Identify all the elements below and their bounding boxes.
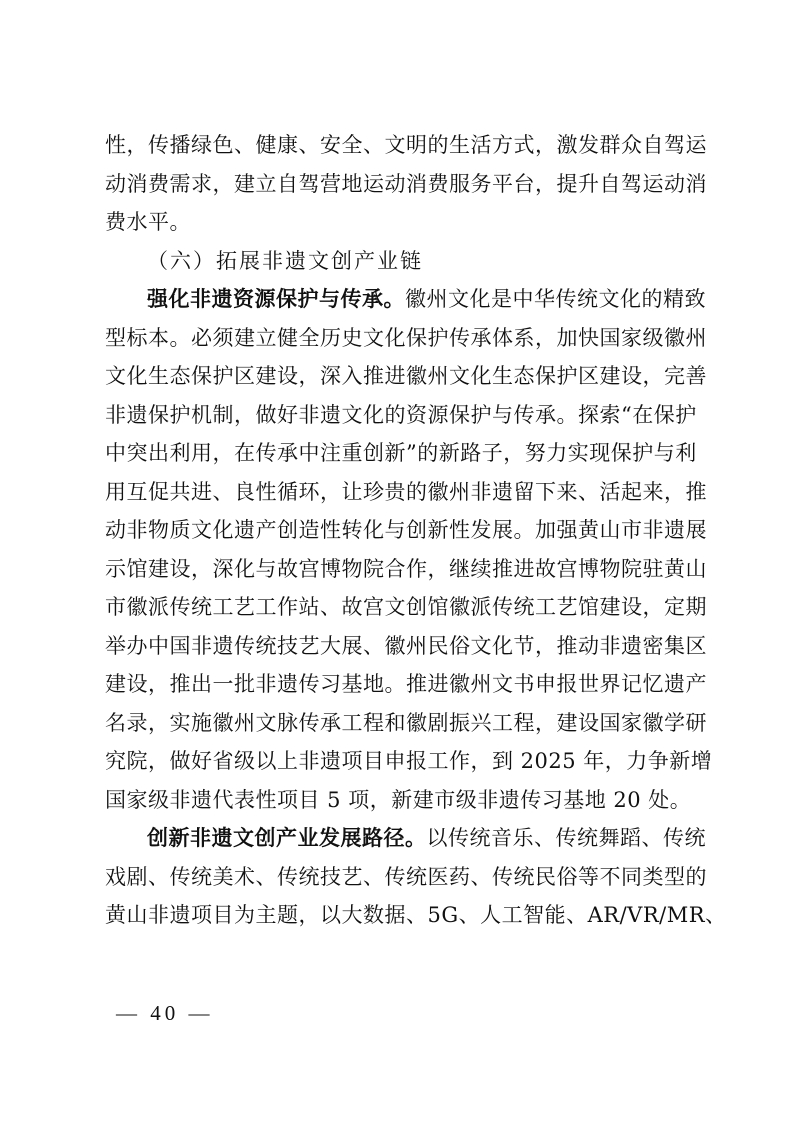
paragraph1-first-line-rest: 徽州文化是中华传统文化的精致 — [405, 287, 706, 311]
paragraph2-line: 黄山非遗项目为主题，以大数据、5G、人工智能、AR/VR/MR、 — [105, 903, 727, 927]
paragraph1-line: 非遗保护机制，做好非遗文化的资源保护与传承。探索“在保护 — [105, 402, 697, 427]
paragraph1-line: 建设，推出一批非遗传习基地。推进徽州文书申报世界记忆遗产 — [105, 672, 707, 696]
paragraph1-line: 国家级非遗代表性项目 5 项，新建市级非遗传习基地 20 处。 — [105, 787, 692, 812]
section-heading: （六）拓展非遗文创产业链 — [147, 248, 423, 273]
paragraph2-first-line — [105, 819, 706, 858]
paragraph1-line: 名录，实施徽州文脉传承工程和徽剧振兴工程，建设国家徽学研 — [105, 710, 707, 735]
paragraph1-line: 动非物质文化遗产创造性转化与创新性发展。加强黄山市非遗展 — [105, 518, 707, 542]
body-text — [105, 126, 727, 935]
paragraph1-first-line — [105, 280, 706, 319]
paragraph1-line: 中突出利用，在传承中注重创新”的新路子，努力实现保护与利 — [105, 441, 697, 465]
continuation-line: 费水平。 — [105, 210, 191, 234]
paragraph1-line: 举办中国非遗传统技艺大展、徽州民俗文化节，推动非遗密集区 — [105, 633, 707, 658]
paragraph1-lead: 强化非遗资源保护与传承。 — [147, 286, 405, 311]
paragraph1-line: 市徽派传统工艺工作站、故宫文创馆徽派传统工艺馆建设，定期 — [105, 595, 707, 619]
continuation-line: 性，传播绿色、健康、安全、文明的生活方式，激发群众自驾运 — [105, 133, 707, 157]
paragraph2-lead: 创新非遗文创产业发展路径。 — [147, 825, 427, 850]
paragraph1-line: 示馆建设，深化与故宫博物院合作，继续推进故宫博物院驻黄山 — [105, 556, 707, 581]
paragraph1-line: 文化生态保护区建设，深入推进徽州文化生态保护区建设，完善 — [105, 364, 707, 388]
continuation-line: 动消费需求，建立自驾营地运动消费服务平台，提升自驾运动消 — [105, 171, 707, 196]
paragraph2-first-line-rest: 以传统音乐、传统舞蹈、传统 — [426, 826, 706, 850]
paragraph1-line: 型标本。必须建立健全历史文化保护传承体系，加快国家级徽州 — [105, 325, 707, 350]
paragraph2-line: 戏剧、传统美术、传统技艺、传统医药、传统民俗等不同类型的 — [105, 864, 707, 889]
paragraph1-line: 用互促共进、良性循环，让珍贵的徽州非遗留下来、活起来，推 — [105, 479, 707, 504]
page-number: — 40 — — [116, 1001, 214, 1025]
paragraph1-line: 究院，做好省级以上非遗项目申报工作，到 2025 年，力争新增 — [105, 749, 713, 773]
